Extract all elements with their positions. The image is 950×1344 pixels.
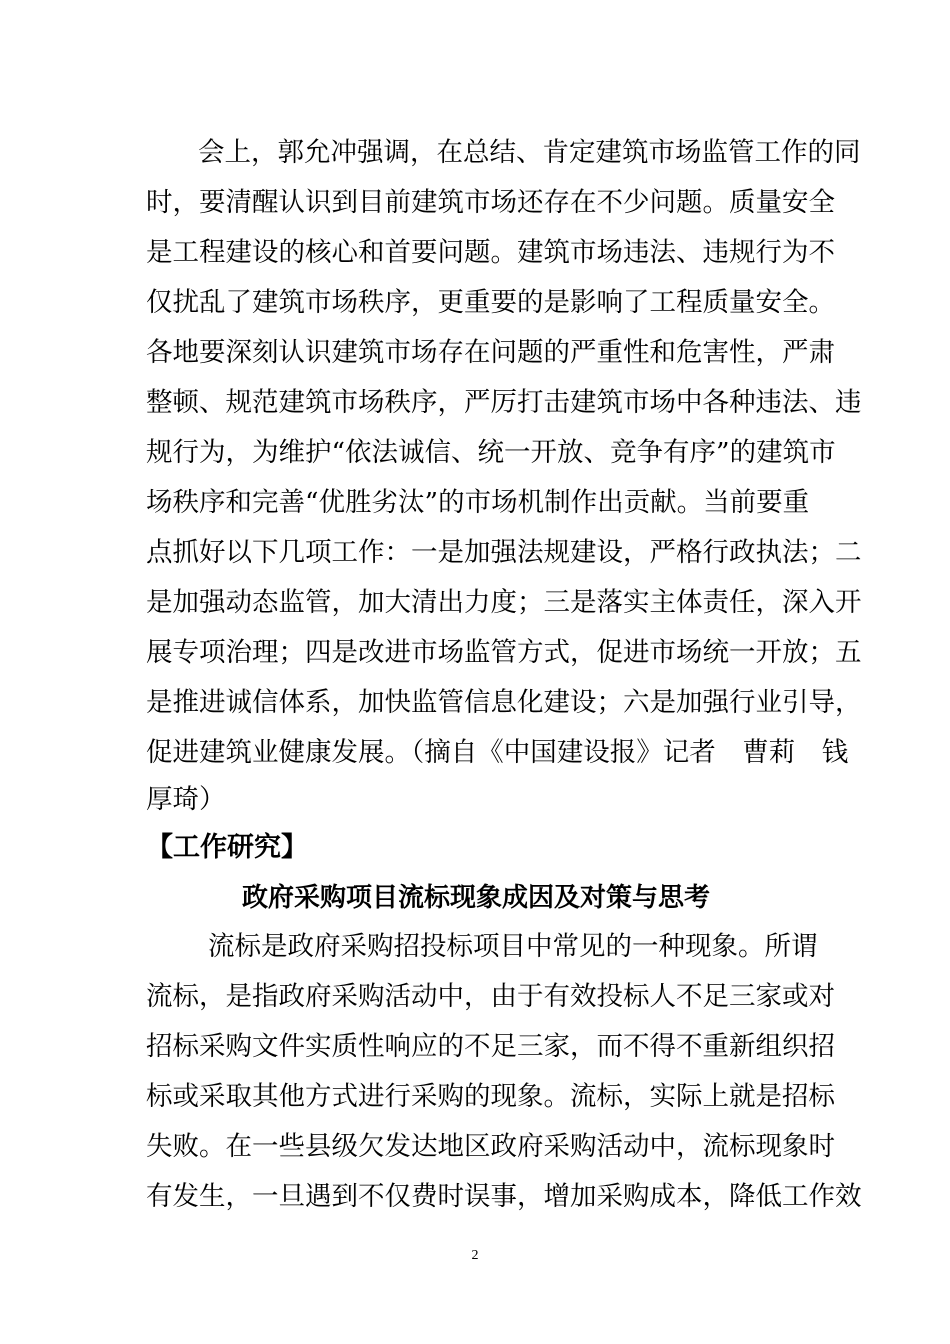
paragraph-line: 整顿、规范建筑市场秩序，严厉打击建筑市场中各种违法、违 <box>146 387 862 418</box>
paragraph-line: 规行为，为维护“依法诚信、统一开放、竞争有序”的建筑市 <box>146 437 836 468</box>
paragraph-line: 是加强动态监管，加大清出力度；三是落实主体责任，深入开 <box>146 587 862 618</box>
paragraph-line: 点抓好以下几项工作：一是加强法规建设，严格行政执法；二 <box>146 537 862 568</box>
article-line: 流标，是指政府采购活动中，由于有效投标人不足三家或对 <box>146 981 835 1012</box>
paragraph-line: 展专项治理；四是改进市场监管方式，促进市场统一开放；五 <box>146 637 862 668</box>
article-line: 有发生，一旦遇到不仅费时误事，增加采购成本，降低工作效 <box>146 1181 862 1212</box>
paragraph-line: 是工程建设的核心和首要问题。建筑市场违法、违规行为不 <box>146 237 835 268</box>
paragraph-line: 是推进诚信体系，加快监管信息化建设；六是加强行业引导， <box>146 687 862 718</box>
paragraph-line: 仅扰乱了建筑市场秩序，更重要的是影响了工程质量安全。 <box>146 287 835 318</box>
article-line: 失败。在一些县级欠发达地区政府采购活动中，流标现象时 <box>146 1131 835 1162</box>
paragraph-line: 时，要清醒认识到目前建筑市场还存在不少问题。质量安全 <box>146 187 835 218</box>
paragraph-line: 促进建筑业健康发展。（摘自《中国建设报》记者 曹莉 钱 <box>146 737 849 768</box>
paragraph-line: 各地要深刻认识建筑市场存在问题的严重性和危害性，严肃 <box>146 337 835 368</box>
paragraph-line: 场秩序和完善“优胜劣汰”的市场机制作出贡献。当前要重 <box>146 487 810 518</box>
article-line: 流标是政府采购招投标项目中常见的一种现象。所谓 <box>208 931 818 962</box>
article-title: 政府采购项目流标现象成因及对策与思考 <box>241 883 710 913</box>
paragraph-line: 厚琦） <box>146 784 226 815</box>
section-heading: 【工作研究】 <box>146 832 308 863</box>
article-line: 标或采取其他方式进行采购的现象。流标，实际上就是招标 <box>146 1081 835 1112</box>
page-number: 2 <box>471 1248 479 1263</box>
paragraph-line: 会上，郭允冲强调，在总结、肯定建筑市场监管工作的同 <box>198 137 861 168</box>
article-line: 招标采购文件实质性响应的不足三家，而不得不重新组织招 <box>146 1031 835 1062</box>
